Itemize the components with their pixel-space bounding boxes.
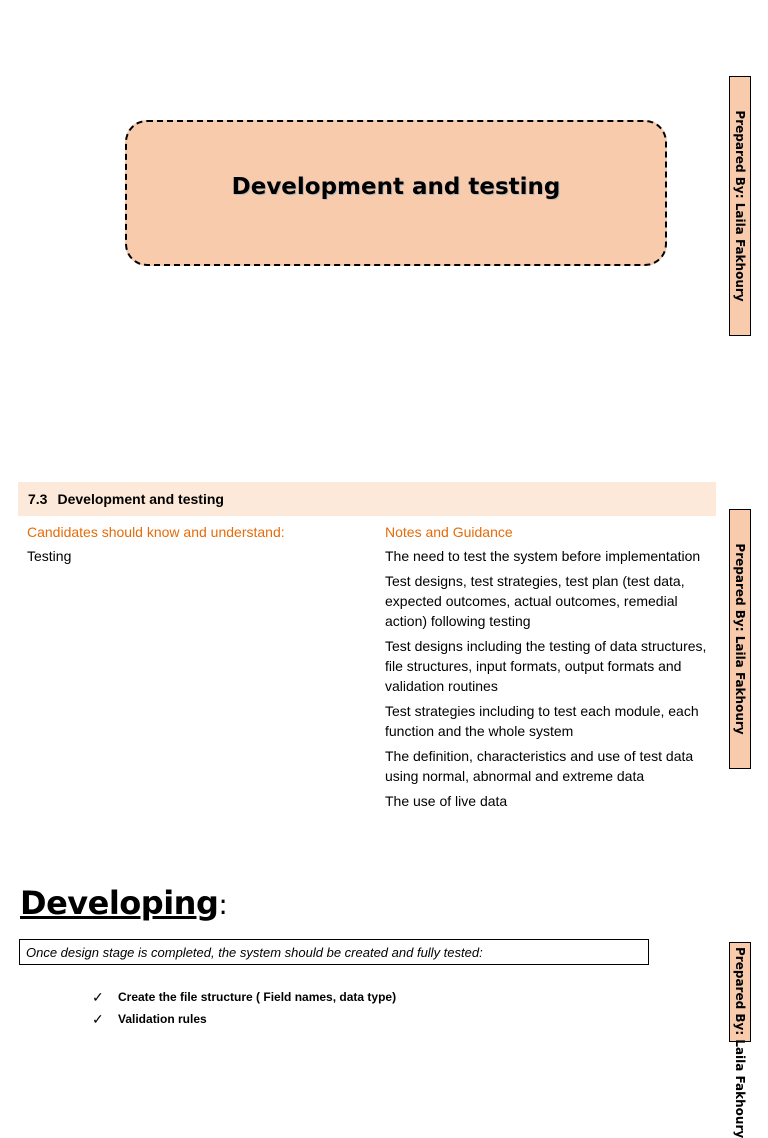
section-number: 7.3 [28,491,48,507]
checkmark-icon: ✓ [92,988,104,1005]
notes-column [385,524,710,816]
side-label-3 [729,942,751,1138]
note-item: Test strategies including to test each module, each function and the whole system [385,703,699,739]
developing-heading [20,884,227,922]
side-label-2 [729,509,751,769]
side-label-text: Prepared By: Laila Fakhoury [733,110,747,302]
note-item: Test designs, test strategies, test plan (test data, expected outcomes, actual outcomes, remedial action) following testing [385,573,685,629]
checklist-text: Validation rules [118,1012,207,1026]
candidates-heading: Candidates should know and understand: [27,524,285,540]
note-item: The use of live data [385,793,508,809]
candidates-column [27,524,367,566]
side-label-text: Prepared By: Laila Fakhoury [733,543,747,735]
note-item: The definition, characteristics and use of test data using normal, abnormal and extreme data [385,748,694,784]
list-item [92,986,396,1008]
notes-heading: Notes and Guidance [385,524,513,540]
developing-heading-colon: : [218,888,228,921]
syllabus-header [18,482,716,516]
side-label-text: Prepared By: Laila Fakhoury [733,947,747,1138]
developing-heading-word: Developing [20,884,219,922]
checklist-text: Create the file structure ( Field names, data type) [118,990,397,1004]
note-item: The need to test the system before implementation [385,548,701,564]
intro-box [19,939,649,965]
checklist [92,986,396,1030]
checkmark-icon: ✓ [92,1010,104,1027]
intro-text: Once design stage is completed, the system should be created and fully tested: [26,944,483,960]
note-item: Test designs including the testing of data structures, file structures, input formats, output formats and validation routines [385,638,707,694]
candidate-item: Testing [27,548,72,564]
side-label-1 [729,76,751,336]
list-item [92,1008,396,1030]
page-title: Development and testing [231,174,561,200]
title-box [125,120,667,266]
section-title: Development and testing [57,491,224,507]
